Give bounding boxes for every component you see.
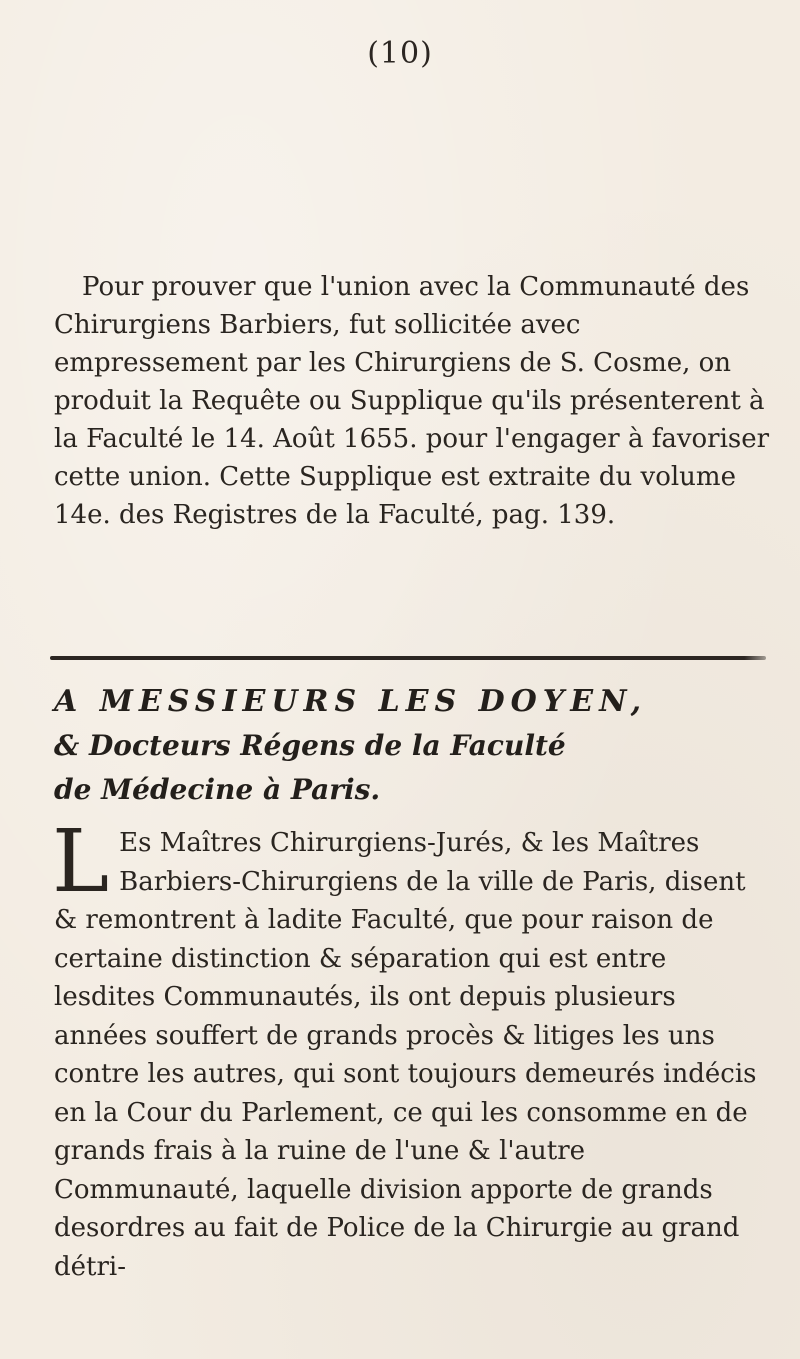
section-divider bbox=[50, 656, 766, 660]
petition-body bbox=[52, 812, 770, 1286]
intro-text: Pour prouver que l'union avec la Communauté des Chirurgiens Barbiers, fut sollicitée avec empressement par les Chirurgiens de S. Cosme, on produit la Requête ou Supplique qu'ils présenterent à la Faculté le 14. Août 1655. pour l'engager à favoriser cette union. Cette Supplique est extraite du volume 14e. des Registres de la Faculté, pag. 139. bbox=[54, 272, 770, 530]
heading-line-2: & Docteurs Régens de la Faculté bbox=[54, 729, 566, 762]
page-number: (10) bbox=[367, 36, 433, 71]
intro-paragraph bbox=[54, 268, 774, 534]
address-heading bbox=[54, 680, 774, 812]
heading-line-3: de Médecine à Paris. bbox=[54, 773, 381, 806]
drop-cap: L bbox=[52, 812, 110, 912]
petition-paragraph bbox=[52, 812, 770, 1286]
petition-text: Es Maîtres Chirurgiens-Jurés, & les Maîtres Barbiers-Chirurgiens de la ville de Paris, disent & remontrent à ladite Faculté, que pour raison de certaine distinction & séparation qui est entre lesdites Communautés, ils ont depuis plusieurs années souffert de grands procès & litiges les uns contre les autres, qui sont toujours demeurés indécis en la Cour du Parlement, ce qui les consomme en de grands frais à la ruine de l'une & l'autre Communauté, laquelle division apporte de grands desordres au fait de Police de la Chirurgie au grand détri- bbox=[54, 828, 757, 1282]
heading-line-1: A MESSIEURS LES DOYEN, bbox=[54, 684, 648, 719]
